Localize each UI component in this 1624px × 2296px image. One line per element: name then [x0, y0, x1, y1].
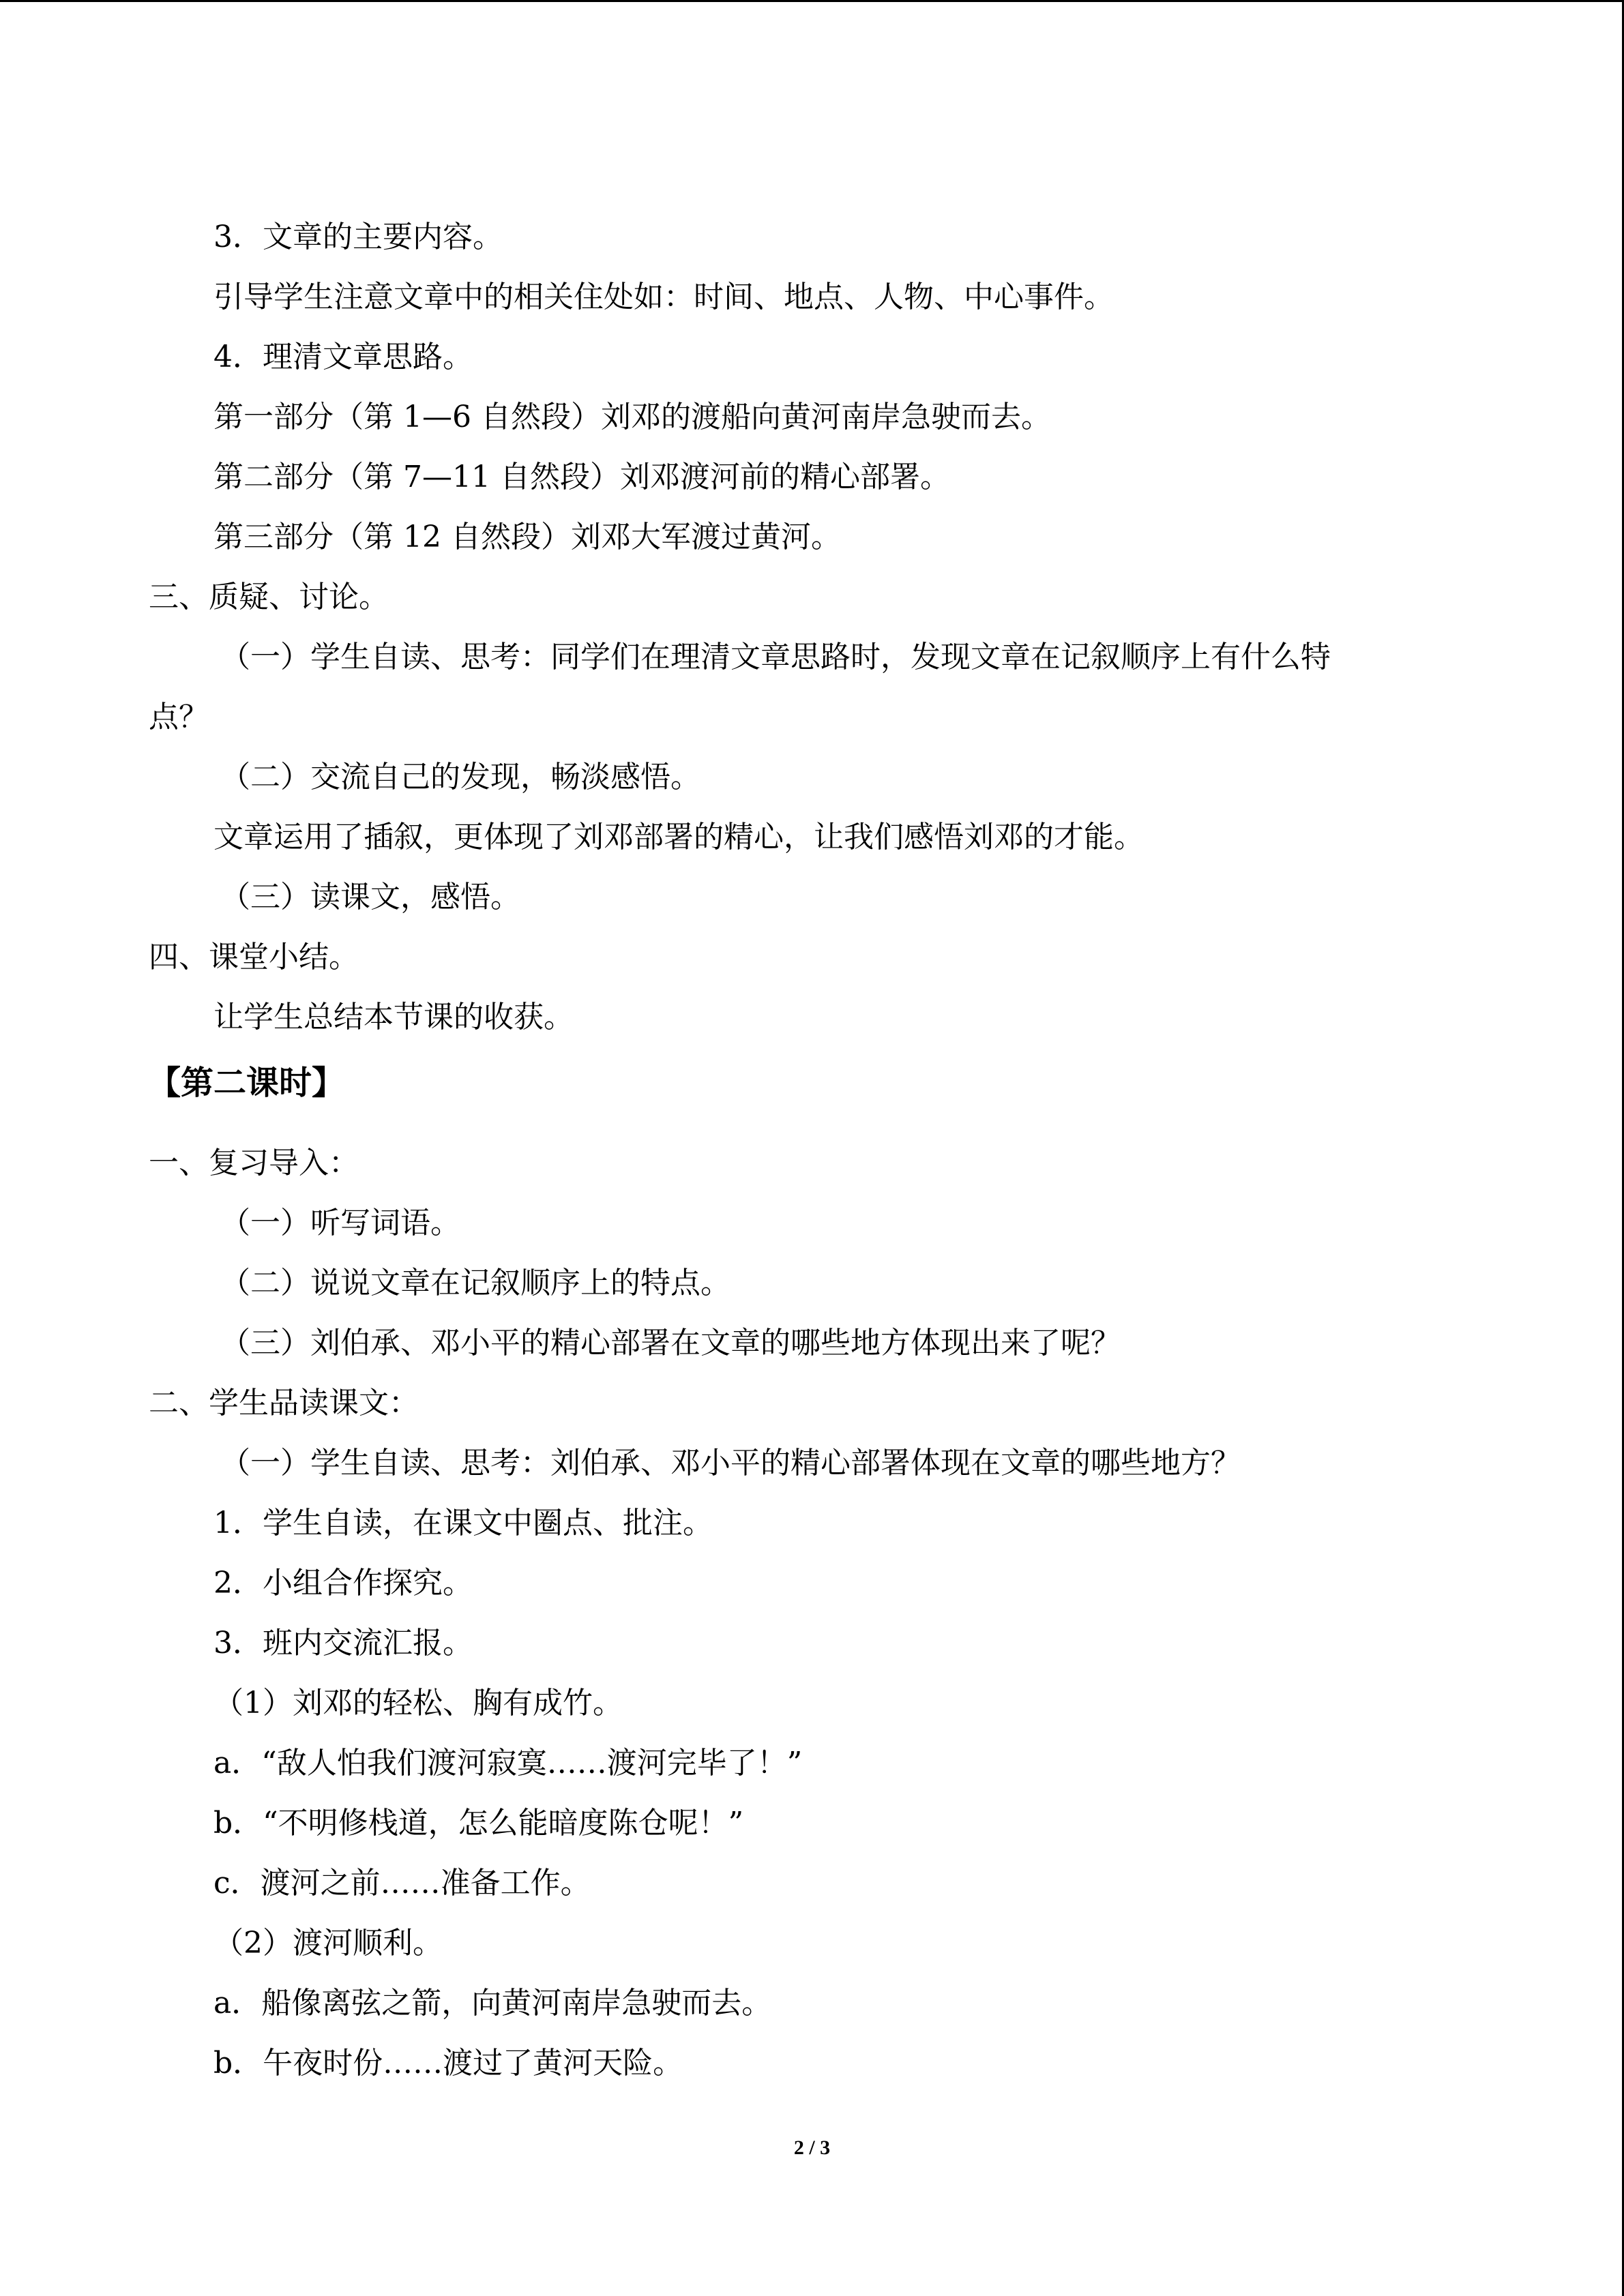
text-line: a．“敌人怕我们渡河寂寞……渡河完毕了！” [213, 1746, 803, 1780]
section-title: 四、课堂小结。 [149, 940, 359, 974]
text-line: 第二部分（第 7—11 自然段）刘邓渡河前的精心部署。 [213, 460, 950, 494]
text-line: b．“不明修栈道，怎么能暗度陈仓呢！” [213, 1806, 744, 1840]
text-line: b．午夜时份……渡过了黄河天险。 [213, 2046, 683, 2081]
text-line: 3．文章的主要内容。 [213, 220, 503, 254]
text-line: 2．小组合作探究。 [213, 1566, 473, 1600]
lesson-heading: 【第二课时】 [148, 1064, 345, 1102]
text-line: （2）渡河顺利。 [213, 1926, 443, 1960]
section-title: 二、学生品读课文： [149, 1386, 419, 1420]
text-line: （一）听写词语。 [220, 1206, 460, 1240]
text-line: （三）读课文，感悟。 [220, 880, 520, 914]
text-line: 3．班内交流汇报。 [213, 1626, 473, 1660]
text-line: （一）学生自读、思考：刘伯承、邓小平的精心部署体现在文章的哪些地方？ [220, 1446, 1241, 1480]
text-line: 第三部分（第 12 自然段）刘邓大军渡过黄河。 [213, 520, 841, 554]
text-line: 第一部分（第 1—6 自然段）刘邓的渡船向黄河南岸急驶而去。 [213, 400, 1051, 434]
text-line: c．渡河之前……准备工作。 [213, 1866, 591, 1900]
text-line: 引导学生注意文章中的相关住处如：时间、地点、人物、中心事件。 [213, 280, 1114, 314]
page-number: 2 / 3 [793, 2136, 831, 2159]
text-line: 4．理清文章思路。 [213, 340, 473, 374]
text-line: 让学生总结本节课的收获。 [213, 1000, 574, 1034]
text-line: （二）说说文章在记叙顺序上的特点。 [220, 1266, 730, 1300]
text-line: （1）刘邓的轻松、胸有成竹。 [213, 1686, 623, 1720]
text-line: 1．学生自读，在课文中圈点、批注。 [213, 1506, 713, 1540]
text-line: （一）学生自读、思考：同学们在理清文章思路时，发现文章在记叙顺序上有什么特 [220, 640, 1331, 674]
section-title: 一、复习导入： [149, 1146, 359, 1180]
text-line: 文章运用了插叙，更体现了刘邓部署的精心，让我们感悟刘邓的才能。 [213, 820, 1144, 854]
section-title: 三、质疑、讨论。 [149, 580, 389, 614]
text-line: （三）刘伯承、邓小平的精心部署在文章的哪些地方体现出来了呢？ [220, 1326, 1121, 1360]
text-line: 点？ [149, 700, 209, 734]
text-line: a．船像离弦之箭，向黄河南岸急驶而去。 [213, 1986, 772, 2021]
text-line: （二）交流自己的发现，畅淡感悟。 [220, 760, 700, 794]
